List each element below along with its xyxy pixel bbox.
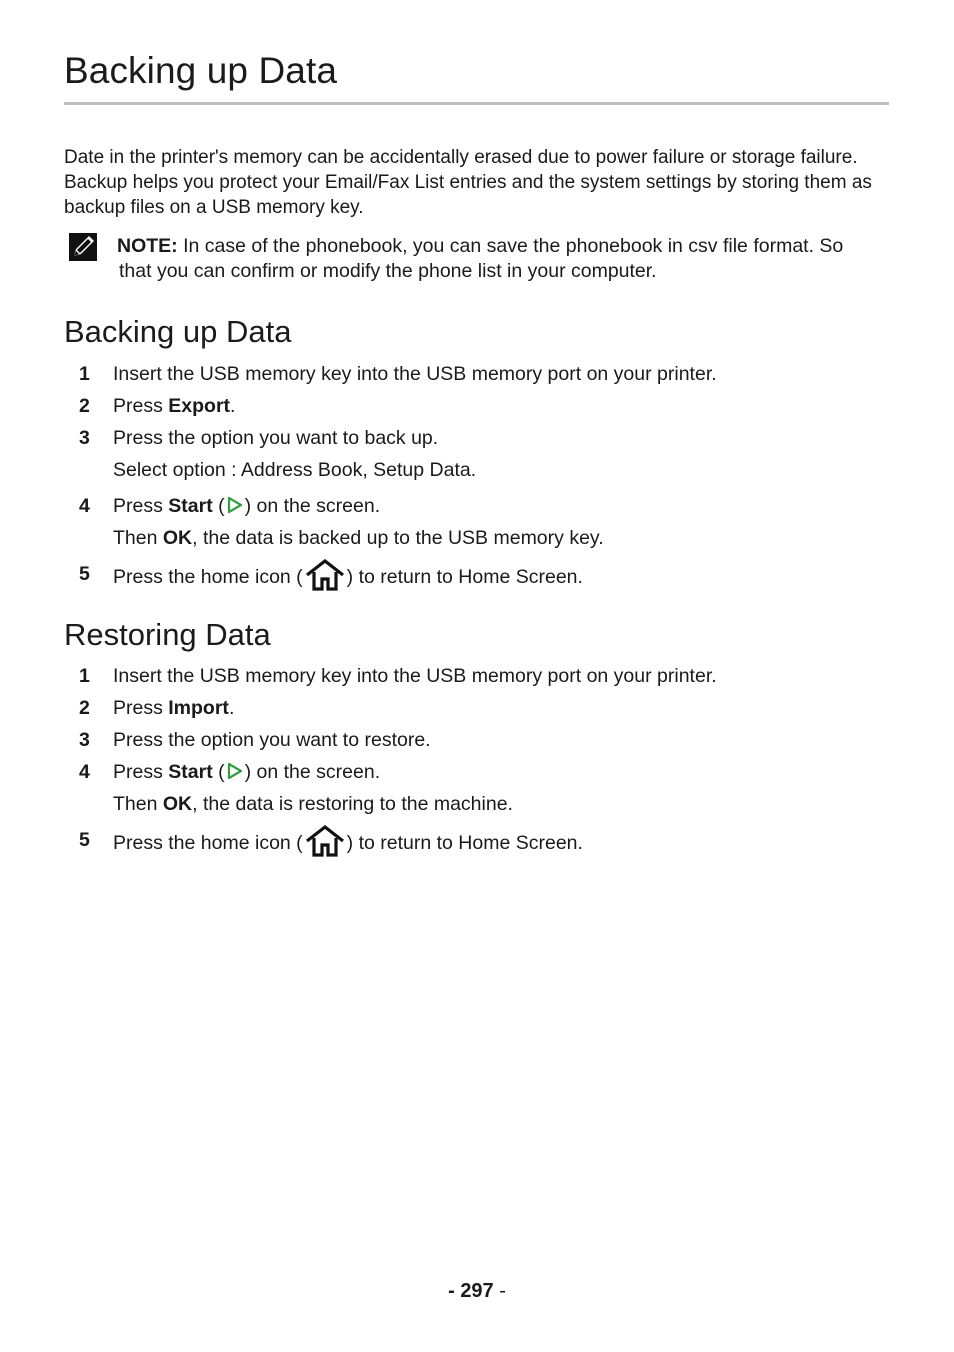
backup-step-3-detail: Select option : Address Book, Setup Data. (113, 459, 477, 481)
detail-post: , the data is restoring to the machine. (192, 793, 513, 815)
detail-pre: Then (113, 793, 163, 815)
restore-step-5 (0, 828, 954, 855)
step-text (113, 760, 380, 784)
start-play-icon (226, 495, 244, 515)
title-divider (64, 102, 889, 105)
step-pre: Press the home icon ( (113, 832, 303, 855)
note-line-2: that you can confirm or modify the phone list in your computer. (119, 260, 657, 282)
detail-pre: Then (113, 527, 163, 549)
step-text: Insert the USB memory key into the USB memory port on your printer. (113, 363, 717, 385)
start-label: Start (168, 495, 213, 517)
step-text: Press the option you want to back up. (113, 427, 439, 449)
page-number: 297 (460, 1280, 494, 1302)
backup-step-2 (0, 394, 954, 418)
step-text (113, 562, 583, 594)
step-number: 1 (79, 665, 90, 687)
step-text: Insert the USB memory key into the USB memory port on your printer. (113, 665, 717, 687)
note-pencil-icon (68, 232, 98, 262)
step-number: 4 (79, 495, 90, 517)
step-close: ) on the screen. (244, 761, 381, 783)
step-number: 3 (79, 729, 90, 751)
step-pre: Press (113, 395, 169, 417)
step-pre: Press (113, 761, 169, 783)
restore-step-3 (0, 728, 954, 752)
page-title: Backing up Data (64, 50, 338, 91)
restore-step-4 (0, 760, 954, 784)
step-text (113, 494, 380, 518)
step-post: ) to return to Home Screen. (346, 566, 583, 589)
step-number: 2 (79, 395, 90, 417)
step-text: Press the option you want to restore. (113, 729, 431, 751)
page-number-prefix: - (448, 1280, 461, 1302)
detail-post: , the data is backed up to the USB memory key. (192, 527, 604, 549)
import-label: Import (168, 697, 229, 719)
ok-label: OK (162, 527, 193, 549)
home-icon (305, 559, 345, 591)
step-open: ( (212, 761, 225, 783)
step-number: 4 (79, 761, 90, 783)
step-open: ( (212, 495, 225, 517)
step-number: 5 (79, 563, 90, 585)
intro-paragraph: Date in the printer's memory can be accidentally erased due to power failure or storage failure. Backup helps you protect your Email/Fax List entries and the system settings by storing them as backup files on a USB memory key. (64, 147, 872, 218)
page-number-suffix: - (493, 1280, 506, 1302)
note-label: NOTE: (117, 235, 178, 257)
note-line-1: In case of the phonebook, you can save the phonebook in csv file format. So (183, 235, 844, 257)
restore-step-4-detail (113, 792, 513, 816)
step-number: 5 (79, 829, 90, 851)
backup-step-4 (0, 494, 954, 518)
note-block (117, 234, 897, 284)
step-post: . (228, 697, 235, 719)
backup-step-5 (0, 562, 954, 589)
backup-step-4-detail (113, 526, 604, 550)
restore-step-1 (0, 664, 954, 688)
start-play-icon (226, 761, 244, 781)
step-post: . (230, 395, 236, 417)
step-pre: Press (113, 697, 169, 719)
step-text (113, 828, 583, 860)
step-pre: Press (113, 495, 169, 517)
ok-label: OK (162, 793, 193, 815)
backup-step-1 (0, 362, 954, 386)
step-close: ) on the screen. (244, 495, 381, 517)
step-number: 2 (79, 697, 90, 719)
step-number: 3 (79, 427, 90, 449)
home-icon (305, 825, 345, 857)
step-pre: Press the home icon ( (113, 566, 303, 589)
page-number-footer (0, 1280, 954, 1303)
step-text (113, 696, 234, 720)
start-label: Start (168, 761, 213, 783)
export-label: Export (168, 395, 231, 417)
restore-heading: Restoring Data (64, 617, 271, 652)
backup-heading: Backing up Data (64, 314, 292, 349)
restore-step-2 (0, 696, 954, 720)
step-text (113, 394, 235, 418)
backup-step-3 (0, 426, 954, 450)
step-post: ) to return to Home Screen. (346, 832, 583, 855)
step-number: 1 (79, 363, 90, 385)
